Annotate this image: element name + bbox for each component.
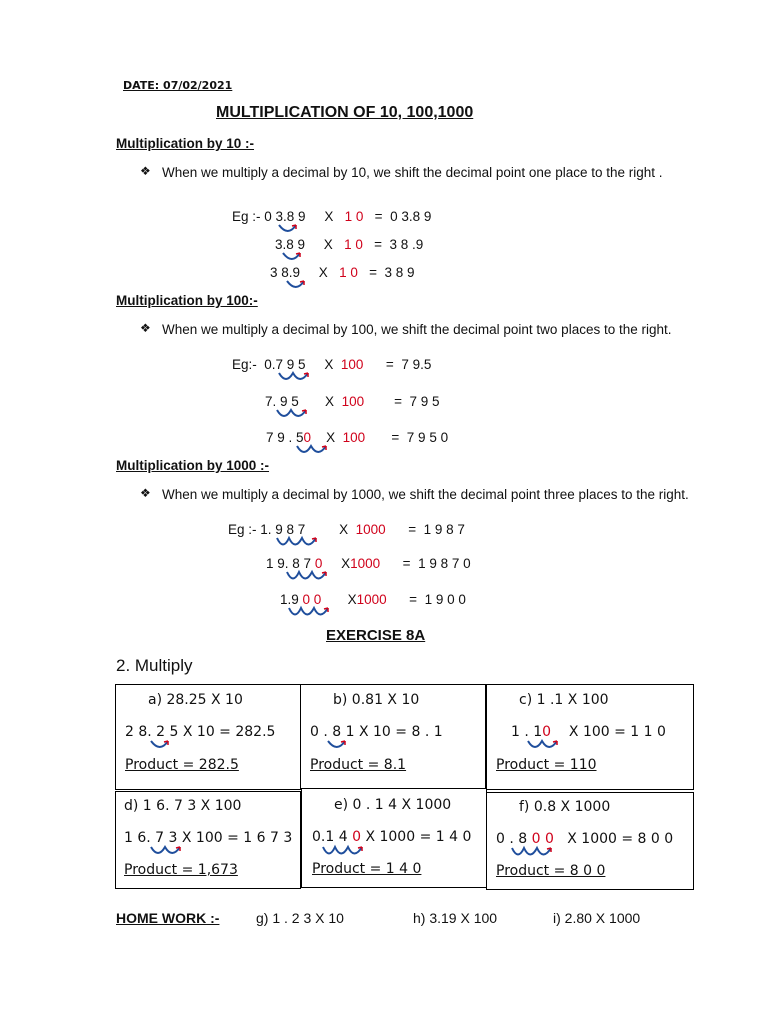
section-heading-100: Multiplication by 100:- [116, 293, 258, 308]
product-answer: Product = 110 [496, 757, 597, 773]
jump-arrow-icon [276, 369, 316, 383]
exercise-box-b [300, 684, 486, 790]
product-answer: Product = 282.5 [125, 757, 239, 773]
section-heading-1000: Multiplication by 1000 :- [116, 458, 270, 473]
jump-arrow-icon [509, 844, 559, 860]
working-text: 1 6. 7 3 X 100 = 1 6 7 3 [124, 830, 293, 846]
jump-arrow-icon [284, 277, 308, 291]
section-heading-10: Multiplication by 10 :- [116, 136, 255, 151]
example-row: Eg:- 0.7 9 5 X 100 = 7 9.5 [232, 357, 432, 372]
product-answer: Product = 8.1 [310, 757, 407, 773]
jump-arrow-icon [274, 534, 324, 550]
jump-arrow-icon [325, 737, 349, 751]
homework-g: g) 1 . 2 3 X 10 [256, 910, 344, 926]
jump-arrow-icon [148, 737, 172, 751]
working-text: 0 . 8 0 0 X 1000 = 8 0 0 [496, 831, 674, 847]
example-row: 3.8 9 X 1 0 = 3 8 .9 [275, 237, 424, 252]
bullet-icon: ❖ [140, 486, 151, 500]
working-text: 0 . 8 1 X 10 = 8 . 1 [310, 724, 443, 740]
example-row: Eg :- 0 3.8 9 X 1 0 = 0 3.8 9 [232, 209, 432, 224]
rule-10: When we multiply a decimal by 10, we shift the decimal point one place to the right . [162, 165, 663, 180]
jump-arrow-icon [280, 249, 304, 263]
jump-arrow-icon [525, 737, 565, 751]
jump-arrow-icon [284, 568, 334, 584]
bullet-icon: ❖ [140, 321, 151, 335]
working-text: 1 . 10 X 100 = 1 1 0 [511, 724, 666, 740]
homework-h: h) 3.19 X 100 [413, 910, 498, 926]
example-row: 1.9 0 0 X1000 = 1 9 0 0 [280, 592, 466, 607]
example-row: 7. 9 5 X 100 = 7 9 5 [265, 394, 440, 409]
question-text: e) 0 . 1 4 X 1000 [334, 797, 452, 813]
product-answer: Product = 8 0 0 [496, 863, 606, 879]
multiply-label: 2. Multiply [116, 656, 193, 675]
exercise-box-d [115, 791, 301, 889]
question-text: c) 1 .1 X 100 [519, 692, 609, 708]
jump-arrow-icon [294, 442, 334, 456]
exercise-box-a [115, 684, 301, 790]
example-row: 3 8.9 X 1 0 = 3 8 9 [270, 265, 415, 280]
exercise-box-c [486, 684, 694, 790]
rule-1000: When we multiply a decimal by 1000, we shift the decimal point three places to the right. [162, 487, 689, 502]
jump-arrow-icon [320, 843, 370, 859]
homework-i: i) 2.80 X 1000 [553, 910, 641, 926]
example-row: 1 9. 8 7 0 X1000 = 1 9 8 7 0 [266, 556, 471, 571]
question-text: b) 0.81 X 10 [333, 692, 420, 708]
exercise-box-f [486, 792, 694, 890]
date-label: DATE: 07/02/2021 [123, 79, 233, 92]
jump-arrow-icon [276, 221, 300, 235]
question-text: f) 0.8 X 1000 [519, 799, 611, 815]
question-text: d) 1 6. 7 3 X 100 [124, 798, 242, 814]
question-text: a) 28.25 X 10 [148, 692, 243, 708]
jump-arrow-icon [286, 604, 336, 620]
jump-arrow-icon [148, 843, 188, 857]
exercise-heading: EXERCISE 8A [326, 627, 426, 644]
product-answer: Product = 1 4 0 [312, 861, 422, 877]
example-row: Eg :- 1. 9 8 7 X 1000 = 1 9 8 7 [228, 522, 465, 537]
exercise-box-e [301, 788, 487, 888]
product-answer: Product = 1,673 [124, 862, 238, 878]
jump-arrow-icon [274, 406, 314, 420]
bullet-icon: ❖ [140, 164, 151, 178]
rule-100: When we multiply a decimal by 100, we shift the decimal point two places to the right. [162, 322, 672, 337]
example-row: 7 9 . 50 X 100 = 7 9 5 0 [266, 430, 449, 445]
homework-label: HOME WORK :- [116, 910, 220, 926]
working-text: 2 8. 2 5 X 10 = 282.5 [125, 724, 276, 740]
page-title: MULTIPLICATION OF 10, 100,1000 [216, 104, 474, 121]
working-text: 0.1 4 0 X 1000 = 1 4 0 [312, 829, 472, 845]
